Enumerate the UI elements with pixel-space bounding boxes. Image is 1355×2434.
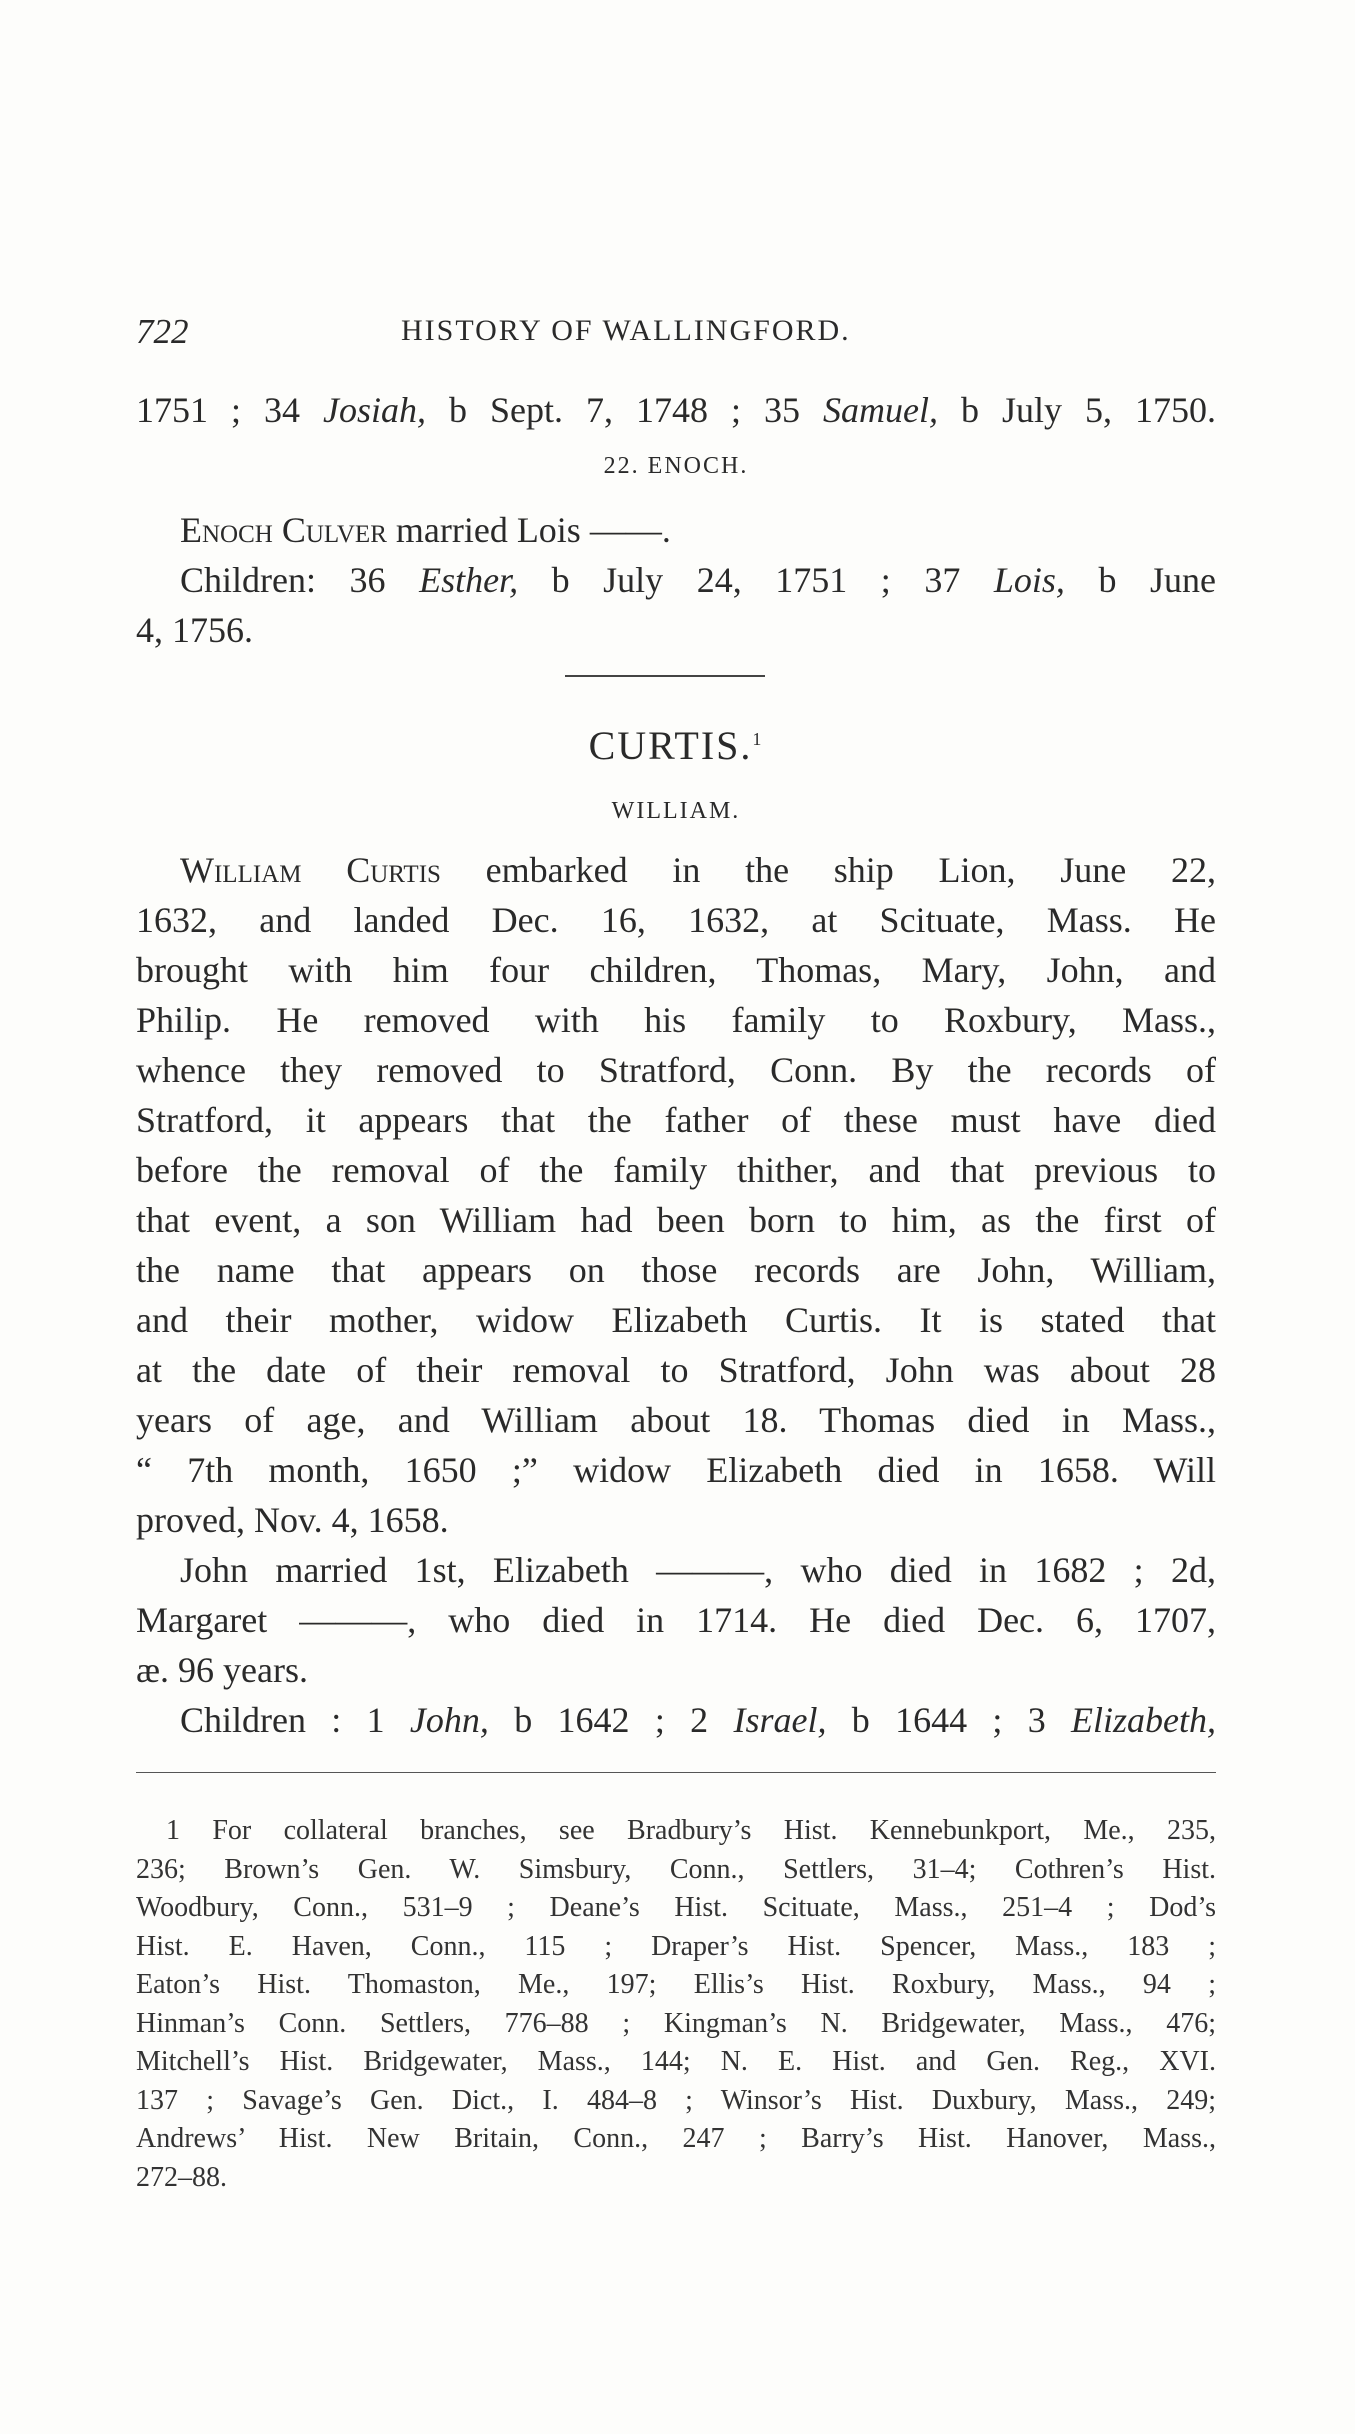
text-line: the name that appears on those records are John, William, bbox=[136, 1250, 1216, 1290]
text-line: proved, Nov. 4, 1658. bbox=[136, 1500, 449, 1540]
text-line: æ. 96 years. bbox=[136, 1650, 308, 1690]
text-run: Children : 1 bbox=[180, 1700, 410, 1740]
footnote-line: Eaton’s Hist. Thomaston, Me., 197; Ellis’s Hist. Roxbury, Mass., 94 ; bbox=[136, 1969, 1216, 2000]
page-header bbox=[136, 312, 1216, 352]
page-number: 722 bbox=[136, 312, 189, 351]
text-line: “ 7th month, 1650 ;” widow Elizabeth died in 1658. Will bbox=[136, 1450, 1216, 1490]
curtis-body bbox=[136, 845, 1216, 1745]
text-run: married Lois ——. bbox=[386, 510, 671, 550]
footnote-rule bbox=[136, 1772, 1216, 1773]
child-name: Esther, bbox=[419, 560, 519, 600]
footnote-line: Mitchell’s Hist. Bridgewater, Mass., 144; N. E. Hist. and Gen. Reg., XVI. bbox=[136, 2046, 1216, 2077]
footnote-line: 272–88. bbox=[136, 2161, 227, 2193]
continued-children-line bbox=[136, 385, 1216, 435]
text-line: and their mother, widow Elizabeth Curtis. It is stated that bbox=[136, 1300, 1216, 1340]
text-run: b Sept. 7, 1748 ; 35 bbox=[426, 390, 823, 430]
footnote-line: Woodbury, Conn., 531–9 ; Deane’s Hist. Scituate, Mass., 251–4 ; Dod’s bbox=[136, 1892, 1216, 1923]
footnote-line: 137 ; Savage’s Gen. Dict., I. 484–8 ; Winsor’s Hist. Duxbury, Mass., 249; bbox=[136, 2084, 1216, 2116]
text-run: b 1642 ; 2 bbox=[488, 1700, 734, 1740]
text-line: years of age, and William about 18. Thomas died in Mass., bbox=[136, 1400, 1216, 1440]
text-line: whence they removed to Stratford, Conn. By the records of bbox=[136, 1050, 1216, 1090]
title-text: CURTIS. bbox=[588, 723, 753, 768]
footnote-line: Hist. E. Haven, Conn., 115 ; Draper’s Hist. Spencer, Mass., 183 ; bbox=[136, 1930, 1216, 1962]
footnote-marker: 1 bbox=[752, 729, 764, 749]
child-name: John, bbox=[409, 1700, 489, 1740]
text-line: 4, 1756. bbox=[136, 610, 253, 650]
text-line: 1632, and landed Dec. 16, 1632, at Scituate, Mass. He bbox=[136, 900, 1216, 940]
section-heading-enoch: 22. ENOCH. bbox=[603, 453, 749, 479]
text-line: Margaret ———, who died in 1714. He died Dec. 6, 1707, bbox=[136, 1600, 1216, 1640]
text-run: b July 5, 1750. bbox=[937, 390, 1216, 430]
text-run: 1751 ; 34 bbox=[136, 390, 323, 430]
text-run: b June bbox=[1064, 560, 1217, 600]
footnote-line: 236; Brown’s Gen. W. Simsbury, Conn., Settlers, 31–4; Cothren’s Hist. bbox=[136, 1853, 1216, 1885]
enoch-entry bbox=[136, 505, 1216, 655]
text-line: that event, a son William had been born to him, as the first of bbox=[136, 1200, 1216, 1240]
text-run: Children: 36 bbox=[180, 560, 420, 600]
child-name: Israel, bbox=[733, 1700, 827, 1740]
family-title bbox=[136, 722, 1216, 769]
child-name: Lois, bbox=[993, 560, 1065, 600]
child-name: Josiah, bbox=[323, 390, 426, 430]
person-name: William Curtis bbox=[180, 850, 441, 890]
running-head: HISTORY OF WALLINGFORD. bbox=[401, 314, 851, 347]
text-run: b 1644 ; 3 bbox=[826, 1700, 1071, 1740]
text-line: brought with him four children, Thomas, Mary, John, and bbox=[136, 950, 1216, 990]
footnote bbox=[136, 1812, 1216, 2197]
child-name: Samuel, bbox=[823, 390, 938, 430]
footnote-line: Hinman’s Conn. Settlers, 776–88 ; Kingman’s N. Bridgewater, Mass., 476; bbox=[136, 2007, 1216, 2039]
text-run: b July 24, 1751 ; 37 bbox=[518, 560, 994, 600]
person-name: Enoch Culver bbox=[180, 510, 387, 550]
child-name: Elizabeth, bbox=[1071, 1700, 1216, 1740]
text-line: Philip. He removed with his family to Roxbury, Mass., bbox=[136, 1000, 1216, 1040]
section-divider bbox=[565, 675, 765, 677]
section-heading-william: WILLIAM. bbox=[611, 798, 741, 824]
text-line: before the removal of the family thither, and that previous to bbox=[136, 1150, 1216, 1190]
text-run: embarked in the ship Lion, June 22, bbox=[440, 850, 1216, 890]
footnote-line: Andrews’ Hist. New Britain, Conn., 247 ; Barry’s Hist. Hanover, Mass., bbox=[136, 2123, 1216, 2154]
text-line: John married 1st, Elizabeth ———, who died in 1682 ; 2d, bbox=[180, 1550, 1216, 1590]
text-line: at the date of their removal to Stratford, John was about 28 bbox=[136, 1350, 1216, 1390]
text-line: Stratford, it appears that the father of these must have died bbox=[136, 1100, 1216, 1140]
footnote-line: 1 For collateral branches, see Bradbury’s Hist. Kennebunkport, Me., 235, bbox=[166, 1815, 1216, 1846]
